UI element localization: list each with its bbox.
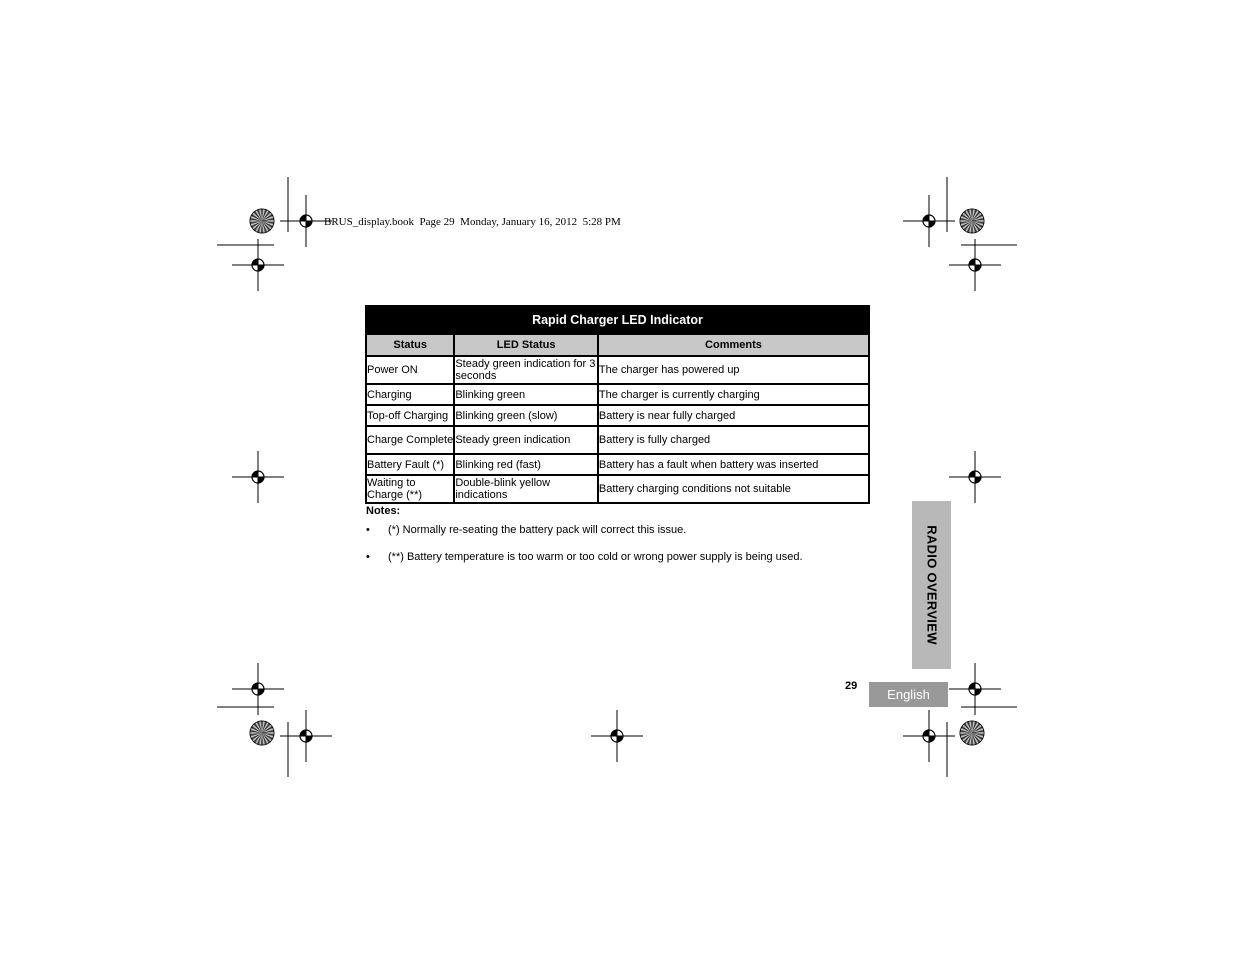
table-cell: Battery charging conditions not suitable — [598, 475, 869, 503]
column-header-status: Status — [366, 334, 454, 356]
table-cell: Blinking green — [454, 384, 598, 405]
notes-title: Notes: — [366, 505, 401, 517]
note-item — [366, 524, 686, 536]
registration-starburst-icon — [250, 209, 274, 233]
note-text: (*) Normally re-seating the battery pack will correct this issue. — [388, 524, 687, 536]
table-title: Rapid Charger LED Indicator — [366, 306, 869, 334]
table-cell: Blinking red (fast) — [454, 454, 598, 475]
table-cell: Battery has a fault when battery was inserted — [598, 454, 869, 475]
bullet-icon: • — [366, 551, 370, 563]
table-cell: Steady green indication for 3 seconds — [454, 356, 598, 384]
rapid-charger-led-table — [365, 305, 870, 504]
table-cell: Double-blink yellow indications — [454, 475, 598, 503]
bullet-icon: • — [366, 524, 370, 536]
language-tab: English — [869, 682, 948, 707]
table-row — [366, 426, 869, 454]
column-header-comments: Comments — [598, 334, 869, 356]
note-text: (**) Battery temperature is too warm or too cold or wrong power supply is being used. — [388, 551, 803, 563]
column-header-led-status: LED Status — [454, 334, 598, 356]
table-cell: Steady green indication — [454, 426, 598, 454]
table-row — [366, 405, 869, 426]
table-cell: Battery is fully charged — [598, 426, 869, 454]
registration-starburst-icon — [250, 721, 274, 745]
table-row — [366, 384, 869, 405]
table-cell: Charge Complete — [366, 426, 454, 454]
registration-starburst-icon — [960, 721, 984, 745]
page-number: 29 — [845, 680, 858, 692]
registration-starburst-icon — [960, 209, 984, 233]
table-row — [366, 475, 869, 503]
table-cell: Battery Fault (*) — [366, 454, 454, 475]
table-cell: Top-off Charging — [366, 405, 454, 426]
table-cell: The charger is currently charging — [598, 384, 869, 405]
table-cell: Battery is near fully charged — [598, 405, 869, 426]
table-cell: Waiting to Charge (**) — [366, 475, 454, 503]
print-header: BRUS_display.book Page 29 Monday, January 16, 2012 5:28 PM — [324, 216, 621, 228]
table-cell: The charger has powered up — [598, 356, 869, 384]
table-row — [366, 454, 869, 475]
note-item — [366, 551, 803, 563]
table-cell: Blinking green (slow) — [454, 405, 598, 426]
section-side-tab — [912, 501, 951, 669]
section-side-tab-label: RADIO OVERVIEW — [924, 525, 939, 645]
table-row — [366, 356, 869, 384]
table-cell: Charging — [366, 384, 454, 405]
table-cell: Power ON — [366, 356, 454, 384]
